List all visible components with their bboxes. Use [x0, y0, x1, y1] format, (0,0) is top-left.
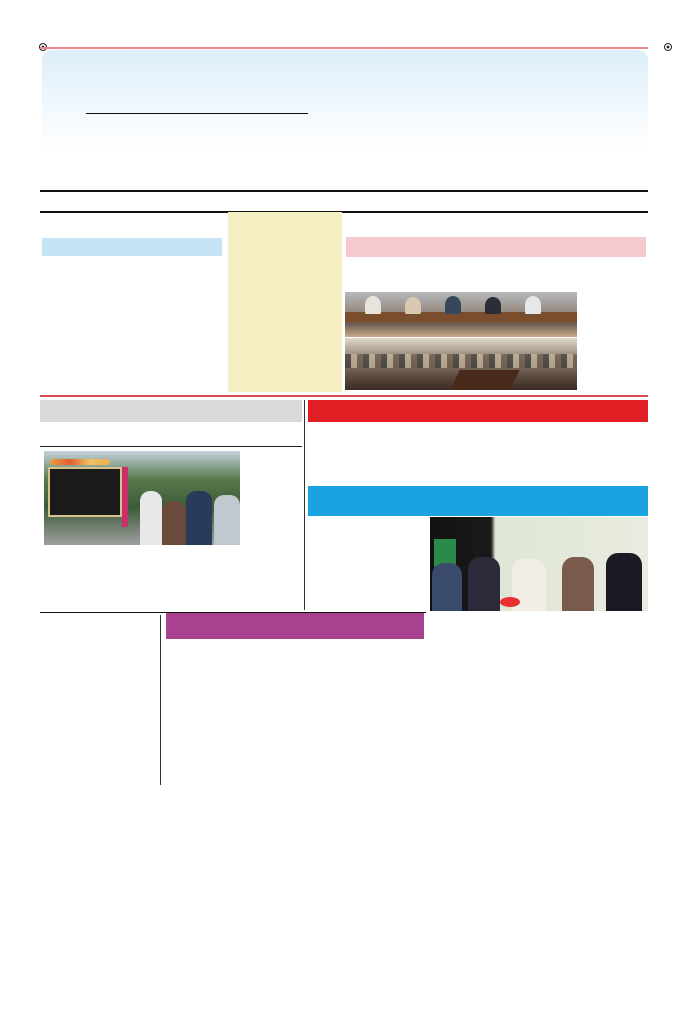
governor-meeting-body	[232, 230, 338, 390]
deputy-cm-subheadline	[42, 238, 222, 256]
info-bar-bottom-rule	[40, 211, 648, 213]
tourism-banner	[308, 400, 648, 422]
sakina-body	[346, 260, 646, 290]
gulmarg-side-body	[242, 451, 300, 545]
meeting-photo-2	[345, 338, 577, 390]
section-divider	[40, 395, 648, 397]
top-border-line	[40, 47, 648, 49]
deputy-cm-body	[44, 260, 220, 390]
top-story-body	[60, 118, 328, 184]
registration-mark-icon	[664, 43, 672, 51]
gulmarg-headline	[40, 400, 302, 422]
tourism-subheadline	[308, 486, 648, 516]
gulmarg-rule	[40, 446, 302, 447]
water-scheme-body	[40, 650, 156, 784]
info-bar-top-rule	[40, 190, 648, 192]
gulmarg-body	[44, 547, 300, 607]
newspaper-logo	[338, 96, 638, 186]
photo-caption-left	[430, 612, 534, 648]
info-bar	[44, 194, 648, 210]
gulmarg-inauguration-photo	[44, 451, 240, 545]
column-divider	[304, 400, 305, 610]
column-divider	[160, 615, 161, 785]
meeting-photo-1	[345, 292, 577, 337]
sakina-subheadline	[346, 237, 646, 257]
headline-underline	[86, 113, 308, 114]
sakina-side-body	[580, 292, 646, 390]
tourism-body	[308, 520, 424, 608]
travel-agents-photo	[430, 517, 648, 611]
photo-caption-right	[540, 612, 648, 648]
